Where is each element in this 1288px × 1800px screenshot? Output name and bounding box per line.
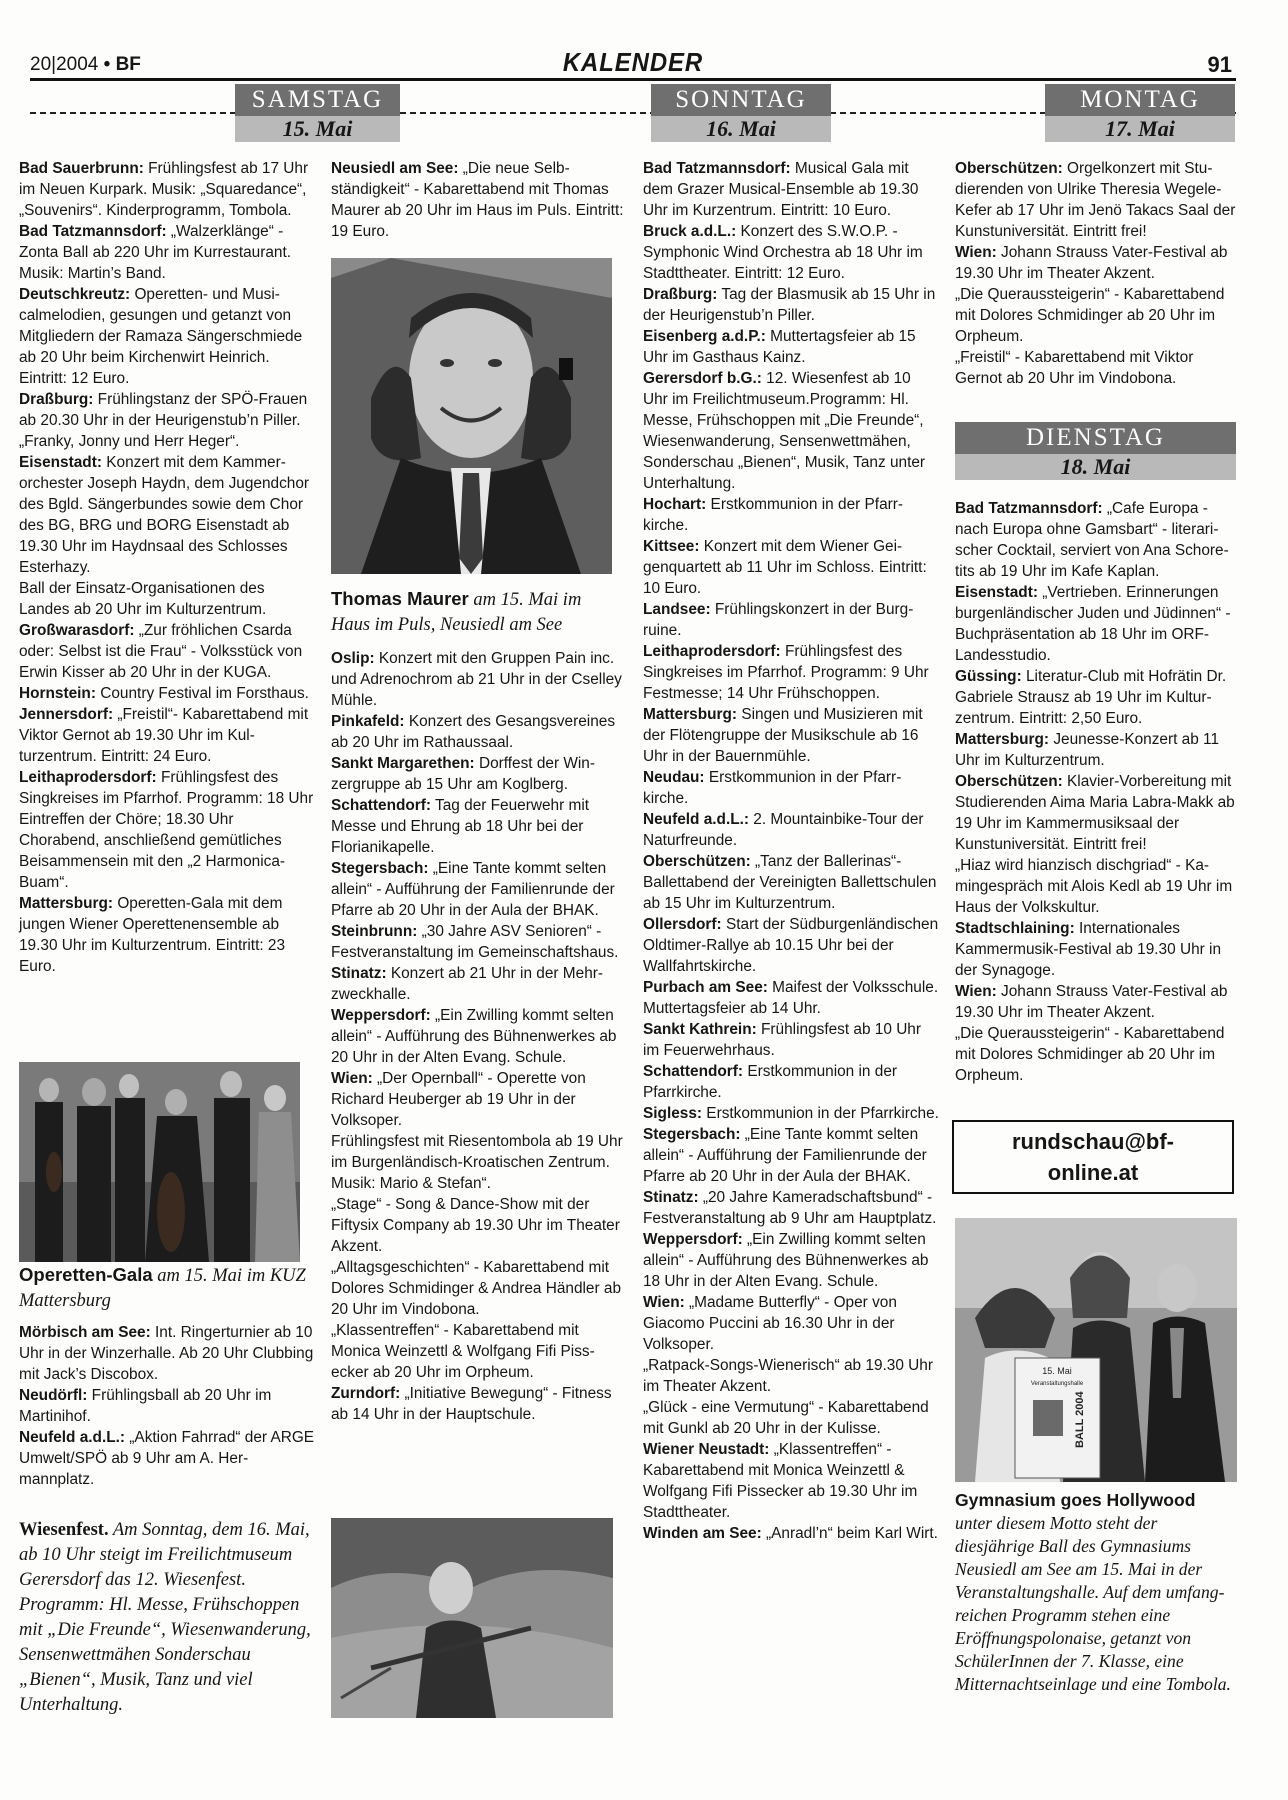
event-entry [643, 1124, 939, 1187]
event-text: 2. Mountainbike-Tour der Naturfreunde. [643, 811, 924, 849]
event-place: Wiener Neustadt: [643, 1441, 770, 1458]
event-text: „Eine Tante kommt selten allein“ - Aufführung der Familienrunde der Pfarre ab 20 Uhr in der Aula der BHAK. [331, 860, 615, 919]
event-text: Muttertagsfeier ab 15 Uhr im Gasthaus Kainz. [643, 328, 916, 366]
event-text: Klavier-Vorbereitung mit Studierenden Aima Maria Labra-Makk ab 19 Uhr im Kammermusiksaal der Kunstuniversität. Eintritt frei! [955, 773, 1235, 853]
event-text: Frühlingsball ab 20 Uhr im Martinihof. [19, 1387, 272, 1425]
wiesenfest-note: Wiesenfest. Am Sonntag, dem 16. Mai, ab 10 Uhr steigt im Freilichtmuseum Gerersdorf das 12. Wiesenfest. Programm: Hl. Messe, Frühschoppen mit „Die Freunde“, Wiesenwanderung, Sensenwettmähen Sonderschau „Bienen“, Musik, Tanz und viel Unterhaltung. [19, 1520, 311, 1715]
event-place: Weppersdorf: [643, 1231, 743, 1248]
section-title: KALENDER [562, 47, 704, 77]
event-text: Start der Südburgenländischen Oldtimer-Rallye ab 10.15 Uhr bei der Wallfahrtskirche. [643, 916, 939, 975]
event-text: „Ratpack-Songs-Wienerisch“ ab 19.30 Uhr im Theater Akzent. [643, 1357, 933, 1395]
event-entry [19, 578, 315, 620]
event-text: Konzert des S.W.O.P. - Symphonic Wind Orchestra ab 18 Uhr im Stadttheater. Eintritt: 12 Euro. [643, 223, 923, 282]
event-place: Stegersbach: [331, 860, 429, 877]
event-text: „Madame Butterfly“ - Oper von Giacomo Puccini ab 16.30 Uhr in der Volksoper. [643, 1294, 897, 1353]
svg-text:15. Mai: 15. Mai [1042, 1366, 1072, 1376]
event-entry [643, 1103, 939, 1124]
event-place: Eisenstadt: [955, 584, 1038, 601]
event-entry [331, 1257, 627, 1320]
event-text: „Der Opernball“ - Operette von Richard Heuberger ab 19 Uhr in der Volksoper. [331, 1070, 586, 1129]
event-place: Pinkafeld: [331, 713, 405, 730]
event-entry [331, 1383, 627, 1425]
event-text: „Stage“ - Song & Dance-Show mit der Fiftysix Company ab 19.30 Uhr im Theater Akzent. [331, 1196, 620, 1255]
event-entry [643, 767, 939, 809]
event-entry [643, 494, 939, 536]
event-text: Konzert mit dem Kammerorchester Joseph Haydn, dem Jugendchor des Bgld. Sängerbundes sowie dem Chor des BG, BRG und BORG Eisenstadt ab 19.30 Uhr im Haydnsaal des Schlosses Esterhazy. [19, 454, 310, 576]
event-text: „Glück - eine Vermutung“ - Kabarettabend mit Gunkl ab 20 Uhr in der Kulisse. [643, 1399, 929, 1437]
event-text: Dorffest der Winzergruppe ab 15 Uhr am Koglberg. [331, 755, 596, 793]
event-place: Draßburg: [643, 286, 718, 303]
column-3-sunday [643, 158, 939, 1544]
event-entry [331, 1068, 627, 1131]
event-text: Konzert mit dem Wiener Geigenquartett ab 11 Uhr im Schloss. Eintritt: 10 Euro. [643, 538, 927, 597]
event-text: Literatur-Club mit Hofrätin Dr. Gabriele Strausz ab 19 Uhr im Kulturzentrum. Eintritt: 2,50 Euro. [955, 668, 1227, 727]
event-entry [643, 1355, 939, 1397]
event-text: Konzert des Gesangsvereines ab 20 Uhr im Rathaussaal. [331, 713, 616, 751]
event-entry [331, 858, 627, 921]
event-entry [955, 1023, 1237, 1086]
event-place: Wien: [955, 983, 997, 1000]
event-place: Bad Tatzmannsdorf: [643, 160, 791, 177]
column-2-lower [331, 648, 627, 1425]
event-entry [955, 498, 1237, 582]
event-entry [955, 582, 1237, 666]
event-text: Johann Strauss Vater-Festival ab 19.30 Uhr im Theater Akzent. [955, 244, 1228, 282]
event-place: Stadtschlaining: [955, 920, 1075, 937]
column-1 [19, 158, 315, 977]
event-entry [643, 704, 939, 767]
event-text: „Anradl’n“ beim Karl Wirt. [761, 1525, 938, 1542]
event-entry [643, 221, 939, 284]
event-entry [331, 648, 627, 711]
event-text: Tag der Feuerwehr mit Messe und Ehrung ab 18 Uhr bei der Florianikapelle. [331, 797, 590, 856]
event-entry [643, 851, 939, 914]
event-text: „Vertrieben. Erinnerungen burgenländischer Juden und Jüdinnen“ - Buchpräsentation ab 18 Uhr im ORF-Landesstudio. [955, 584, 1231, 664]
event-text: Frühlingstanz der SPÖ-Frauen ab 20.30 Uhr in der Heurigenstub’n Piller. „Franky, Jonny und Herr Heger“. [19, 391, 308, 450]
event-entry [331, 963, 627, 1005]
event-place: Schattendorf: [331, 797, 432, 814]
event-entry [643, 641, 939, 704]
event-place: Leithaprodersdorf: [643, 643, 781, 660]
event-place: Sigless: [643, 1105, 703, 1122]
event-place: Bad Tatzmannsdorf: [955, 500, 1103, 517]
event-text: „Klassentreffen“ - Kabarettabend mit Monica Weinzettl & Wolfgang Fifi Pissecker ab 20 Uhr im Orpheum. [331, 1322, 595, 1381]
gymnasium-caption: Gymnasium goes Hollywood unter diesem Motto steht der diesjährige Ball des Gymnasiums Neusiedl am See am 15. Mai in der Veranstaltungshalle. Auf dem umfangreichen Programm stehen eine Eröffnungspolonaise, getanzt von SchülerInnen der 7. Klasse, eine Mitternachtseinlage und eine Tombola. [955, 1490, 1231, 1694]
event-place: Sankt Kathrein: [643, 1021, 757, 1038]
event-place: Neusiedl am See: [331, 160, 459, 177]
event-entry [955, 981, 1237, 1023]
event-entry [643, 1019, 939, 1061]
event-text: Muttertagsfeier ab 14 Uhr. [643, 1000, 821, 1017]
event-entry [331, 158, 627, 242]
event-text: Frühlingsfest ab 10 Uhr im Feuerwehrhaus. [643, 1021, 921, 1059]
event-text: Erstkommunion in der Pfarrkirche. [702, 1105, 939, 1122]
event-text: Internationales Kammermusik-Festival ab 19.30 Uhr in der Synagoge. [955, 920, 1222, 979]
event-entry [643, 998, 939, 1019]
event-text: „Aktion Fahrrad“ der ARGE Umwelt/SPÖ ab 9 Uhr am A. Hermannplatz. [19, 1429, 315, 1488]
event-place: Eisenberg a.d.P.: [643, 328, 766, 345]
column-4-tuesday [955, 498, 1237, 1086]
event-place: Eisenstadt: [19, 454, 102, 471]
event-place: Deutschkreutz: [19, 286, 131, 303]
event-place: Oberschützen: [955, 160, 1063, 177]
event-entry [643, 1292, 939, 1355]
thomas-maurer-portrait [331, 258, 612, 574]
event-entry [19, 767, 315, 893]
event-text: Country Festival im Forsthaus. [95, 685, 309, 702]
event-text: Operetten- und Musicalmelodien, gesungen und getanzt von Mitgliedern der Ramaza Sängerschmiede ab 20 Uhr beim Kirchenwirt Heinrich. Eintritt: 12 Euro. [19, 286, 303, 387]
event-entry [643, 809, 939, 851]
maurer-caption: Thomas Maurer am 15. Mai im Haus im Puls, Neusiedl am See [331, 588, 582, 635]
event-entry [643, 158, 939, 221]
event-place: Oberschützen: [955, 773, 1063, 790]
event-text: „Die Queraussteigerin“ - Kabarettabend mit Dolores Schmidinger ab 20 Uhr im Orpheum. [955, 286, 1225, 345]
event-place: Wien: [955, 244, 997, 261]
event-entry [331, 795, 627, 858]
event-place: Ollersdorf: [643, 916, 722, 933]
event-place: Hochart: [643, 496, 707, 513]
event-entry [331, 1320, 627, 1383]
event-text: Ball der Einsatz-Organisationen des Landes ab 20 Uhr im Kulturzentrum. [19, 580, 267, 618]
event-entry [955, 666, 1237, 729]
event-place: Hornstein: [19, 685, 96, 702]
contact-email-box [952, 1120, 1234, 1194]
event-text: Johann Strauss Vater-Festival ab 19.30 Uhr im Theater Akzent. [955, 983, 1228, 1021]
event-text: Singen und Musizieren mit der Flötengruppe der Musikschule ab 16 Uhr in der Bauernmühle. [643, 706, 923, 765]
event-text: „Tanz der Ballerinas“- Ballettabend der Vereinigten Ballettschulen ab 15 Uhr im Kulturzentrum. [643, 853, 937, 912]
event-text: Musical Gala mit dem Grazer Musical-Ensemble ab 19.30 Uhr im Kurzentrum. Eintritt: 10 Euro. [643, 160, 919, 219]
event-entry [955, 158, 1237, 242]
operetta-caption: Operetten-Gala am 15. Mai im KUZ Mattersburg [19, 1264, 306, 1311]
event-entry [955, 918, 1237, 981]
event-text: Frühlingsfest ab 17 Uhr im Neuen Kurpark. Musik: „Squaredance“, „Souvenirs“. Kinderprogramm, Tombola. [19, 160, 309, 219]
event-place: Mattersburg: [955, 731, 1050, 748]
event-text: Erstkommunion in der Pfarrkirche. [643, 496, 904, 534]
event-place: Winden am See: [643, 1525, 762, 1542]
event-entry [19, 683, 315, 704]
event-entry [643, 599, 939, 641]
event-place: Gerersdorf b.G.: [643, 370, 762, 387]
event-text: „30 Jahre ASV Senioren“ - Festveranstaltung im Gemeinschaftshaus. [331, 923, 619, 961]
event-entry [19, 1322, 315, 1385]
event-text: „Hiaz wird hianzisch dischgriad“ - Kamingespräch mit Alois Kedl ab 19 Uhr im Haus der Volkskultur. [955, 857, 1233, 916]
event-entry [643, 914, 939, 977]
event-text: Frühlingskonzert in der Burgruine. [643, 601, 914, 639]
event-text: Int. Ringerturnier ab 10 Uhr in der Winzerhalle. Ab 20 Uhr Clubbing mit Jack’s Discobox. [19, 1324, 314, 1383]
column-4-monday [955, 158, 1237, 389]
event-text: „Alltagsgeschichten“ - Kabarettabend mit Dolores Schmidinger & Andrea Händler ab 20 Uhr im Vindobona. [331, 1259, 622, 1318]
event-place: Wien: [331, 1070, 373, 1087]
event-place: Landsee: [643, 601, 711, 618]
event-place: Mörbisch am See: [19, 1324, 151, 1341]
event-text: Operetten-Gala mit dem jungen Wiener Operettenensemble ab 19.30 Uhr im Kulturzentrum. Eintritt: 23 Euro. [19, 895, 286, 975]
event-entry [19, 620, 315, 683]
event-text: „Die neue Selbständigkeit“ - Kabarettabend mit Thomas Maurer ab 20 Uhr im Haus im Puls. Eintritt: 19 Euro. [331, 160, 624, 240]
event-entry [955, 771, 1237, 855]
event-entry [331, 921, 627, 963]
event-place: Sankt Margarethen: [331, 755, 475, 772]
event-place: Stinatz: [331, 965, 387, 982]
page-header [30, 47, 1236, 81]
event-place: Neufeld a.d.L.: [643, 811, 750, 828]
event-entry [19, 704, 315, 767]
issue-label: 20|2004 • BF [30, 54, 141, 75]
event-entry [643, 1439, 939, 1523]
event-place: Steinbrunn: [331, 923, 418, 940]
event-text: Tag der Blasmusik ab 15 Uhr in der Heurigenstub’n Piller. [643, 286, 936, 324]
event-entry [955, 855, 1237, 918]
event-text: „Die Queraussteigerin“ - Kabarettabend mit Dolores Schmidinger ab 20 Uhr im Orpheum. [955, 1025, 1225, 1084]
event-text: „Ein Zwilling kommt selten allein“ - Aufführung des Bühnenwerkes ab 20 Uhr in der Alten Evang. Schule. [331, 1007, 617, 1066]
event-place: Purbach am See: [643, 979, 768, 996]
event-text: Maifest der Volksschule. [767, 979, 939, 996]
event-entry [19, 158, 315, 221]
event-entry [955, 729, 1237, 771]
event-place: Stinatz: [643, 1189, 699, 1206]
event-place: Güssing: [955, 668, 1022, 685]
event-text: „Zur fröhlichen Csarda oder: Selbst ist die Frau“ - Volksstück von Erwin Kisser ab 20 Uhr in der KUGA. [19, 622, 303, 681]
event-place: Oberschützen: [643, 853, 751, 870]
event-entry [19, 452, 315, 578]
event-place: Neufeld a.d.L.: [19, 1429, 126, 1446]
event-place: Draßburg: [19, 391, 94, 408]
event-text: „Ein Zwilling kommt selten allein“ - Aufführung des Bühnenwerkes ab 18 Uhr in der Alten Evang. Schule. [643, 1231, 929, 1290]
event-entry [643, 1397, 939, 1439]
event-entry [643, 1187, 939, 1229]
event-entry [643, 1229, 939, 1292]
page-number: 91 [1207, 52, 1232, 77]
event-place: Mattersburg: [19, 895, 114, 912]
event-text: Orgelkonzert mit Studierenden von Ulrike Theresia Wegele-Kefer ab 17 Uhr im Jenö Takacs Saal der Kunstuniversität. Eintritt frei! [955, 160, 1236, 240]
event-place: Weppersdorf: [331, 1007, 431, 1024]
day-header-monday: MONTAG 17. Mai [1045, 84, 1235, 142]
event-text: „Initiative Bewegung“ - Fitness ab 14 Uhr in der Hauptschule. [331, 1385, 612, 1423]
event-text: „Freistil“ - Kabarettabend mit Viktor Gernot ab 20 Uhr im Vindobona. [955, 349, 1194, 387]
event-place: Stegersbach: [643, 1126, 741, 1143]
event-entry [19, 221, 315, 284]
event-text: „20 Jahre Kameradschaftsbund“ - Festveranstaltung ab 9 Uhr am Hauptplatz. [643, 1189, 937, 1227]
event-text: Erstkommunion in der Pfarrkirche. [643, 1063, 898, 1101]
event-text: Erstkommunion in der Pfarrkirche. [643, 769, 902, 807]
event-entry [19, 389, 315, 452]
event-text: Konzert ab 21 Uhr in der Mehrzweckhalle. [331, 965, 604, 1003]
event-text: „Eine Tante kommt selten allein“ - Aufführung der Familienrunde der Pfarre ab 20 Uhr in der Aula der BHAK. [643, 1126, 927, 1185]
column-2-top [331, 158, 627, 242]
event-text: Frühlingsfest mit Riesentombola ab 19 Uhr im Burgenländisch-Kroatischen Zentrum. Musik: Mario & Stefan“. [331, 1133, 623, 1192]
svg-text:BALL 2004: BALL 2004 [1074, 1391, 1086, 1448]
event-text: Jeunesse-Konzert ab 11 Uhr im Kulturzentrum. [955, 731, 1220, 769]
event-place: Jennersdorf: [19, 706, 114, 723]
svg-text:Veranstaltungshalle: Veranstaltungshalle [1030, 1381, 1084, 1387]
event-entry [331, 711, 627, 753]
event-place: Neudörfl: [19, 1387, 88, 1404]
event-entry [19, 893, 315, 977]
event-text: Konzert mit den Gruppen Pain inc. und Adrenochrom ab 21 Uhr in der Cselley Mühle. [331, 650, 622, 709]
email-line-2: online.at [1047, 1160, 1139, 1185]
event-entry [331, 1131, 627, 1194]
event-place: Oslip: [331, 650, 375, 667]
day-header-saturday: SAMSTAG 15. Mai [235, 84, 400, 142]
event-place: Bad Sauerbrunn: [19, 160, 144, 177]
event-entry [643, 1061, 939, 1103]
event-entry [955, 242, 1237, 284]
event-text: Frühlingsfest des Singkreises im Pfarrhof. Programm: 9 Uhr Festmesse; 14 Uhr Frühschoppen. [643, 643, 929, 702]
event-entry [643, 977, 939, 998]
event-entry [331, 753, 627, 795]
event-entry [19, 1427, 315, 1490]
event-entry [643, 368, 939, 494]
event-entry [19, 1385, 315, 1427]
event-entry [643, 536, 939, 599]
event-text: „Freistil“- Kabarettabend mit Viktor Gernot ab 19.30 Uhr im Kulturzentrum. Eintritt: 24 Euro. [19, 706, 309, 765]
event-place: Bruck a.d.L.: [643, 223, 737, 240]
event-place: Kittsee: [643, 538, 700, 555]
event-place: Wien: [643, 1294, 685, 1311]
operetta-ensemble-photo [19, 1062, 300, 1262]
event-entry [331, 1194, 627, 1257]
event-place: Bad Tatzmannsdorf: [19, 223, 167, 240]
event-place: Zurndorf: [331, 1385, 401, 1402]
event-text: „Cafe Europa - nach Europa ohne Gamsbart“ - literarischer Cocktail, serviert von Ana Schoretits ab 19 Uhr im Kafe Kaplan. [955, 500, 1229, 580]
email-line-1: rundschau@bf- [1011, 1129, 1174, 1154]
event-entry [331, 1005, 627, 1068]
column-1-lower [19, 1322, 315, 1490]
event-place: Leithaprodersdorf: [19, 769, 157, 786]
event-entry [955, 347, 1237, 389]
event-text: „Klassentreffen“ - Kabarettabend mit Monica Weinzettl & Wolfgang Fifi Pissecker ab 19.30 Uhr im Stadttheater. [643, 1441, 918, 1521]
event-text: 12. Wiesenfest ab 10 Uhr im Freilichtmuseum.Programm: Hl. Messe, Frühschoppen mit „Die Freunde“, Wiesenwanderung, Sensenwettmähen, Sonderschau „Bienen“, Musik, Tanz unter Unterhaltung. [643, 370, 926, 492]
day-header-tuesday: DIENSTAG 18. Mai [955, 422, 1236, 480]
event-entry [643, 1523, 939, 1544]
event-entry [955, 284, 1237, 347]
event-entry [643, 326, 939, 368]
event-place: Mattersburg: [643, 706, 738, 723]
wiesenfest-photo [331, 1518, 613, 1718]
event-place: Schattendorf: [643, 1063, 744, 1080]
event-text: „Walzerklänge“ - Zonta Ball ab 220 Uhr im Kurrestaurant. Musik: Martin’s Band. [19, 223, 292, 282]
day-header-sunday: SONNTAG 16. Mai [651, 84, 831, 142]
event-place: Neudau: [643, 769, 705, 786]
event-entry [643, 284, 939, 326]
gymnasium-ball-photo [955, 1218, 1237, 1482]
event-entry [19, 284, 315, 389]
event-text: Frühlingsfest des Singkreises im Pfarrhof. Programm: 18 Uhr Eintreffen der Chöre; 18.30 Uhr Chorabend, anschließend gemütliches Beisammensein mit den „2 Harmonica-Buam“. [19, 769, 314, 891]
event-place: Großwarasdorf: [19, 622, 135, 639]
